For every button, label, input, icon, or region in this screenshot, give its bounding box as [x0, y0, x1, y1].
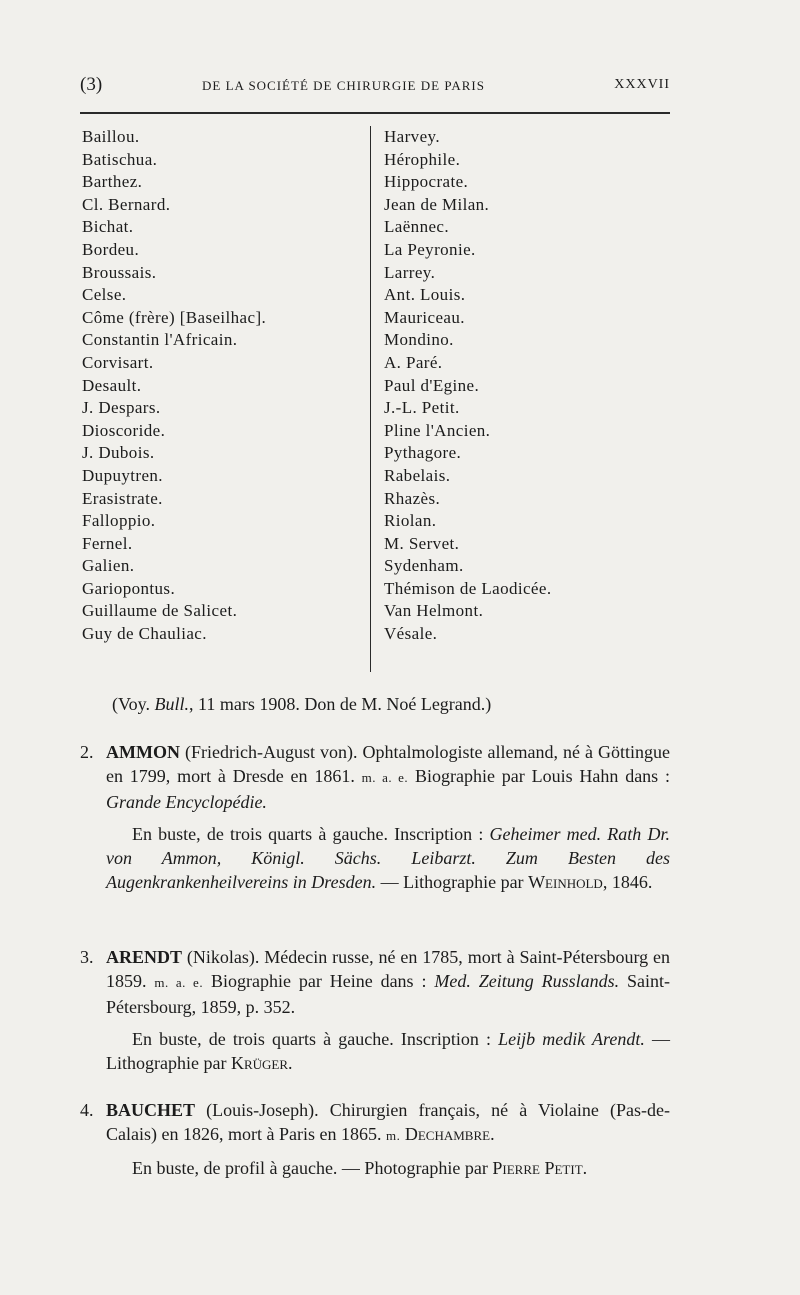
entry-description: En buste, de trois quarts à gauche. Inscription : — [132, 824, 490, 844]
name-entry: Van Helmont. — [384, 601, 484, 621]
entry-reference: Med. Zeitung Russlands. — [434, 971, 620, 991]
name-entry: Guy de Chauliac. — [82, 624, 207, 644]
entry-name: AMMON — [106, 742, 180, 762]
names-column-left — [82, 126, 364, 646]
entry-name: ARENDT — [106, 947, 183, 967]
name-entry: Sydenham. — [384, 556, 464, 576]
name-entry: Pline l'Ancien. — [384, 420, 491, 440]
name-entry: Dupuytren. — [82, 465, 163, 485]
name-entry: J. Dubois. — [82, 443, 155, 463]
header-rule — [80, 112, 670, 114]
name-entry: Batischua. — [82, 149, 158, 169]
name-entry: Riolan. — [384, 511, 437, 531]
entry-author: Dechambre — [404, 1124, 491, 1144]
name-entry: Corvisart. — [82, 352, 154, 372]
folio: XXXVII — [614, 77, 670, 92]
entry-number: 3. — [80, 947, 94, 967]
note-bull: Bull. — [154, 694, 190, 714]
page-number: (3) — [80, 74, 103, 95]
donation-note — [112, 694, 491, 715]
name-entry: Paul d'Egine. — [384, 375, 480, 395]
name-entry: Ant. Louis. — [384, 285, 466, 305]
name-entry: Cl. Bernard. — [82, 194, 171, 214]
name-entry: Côme (frère) [Baseilhac]. — [82, 307, 267, 327]
name-entry: Jean de Milan. — [384, 194, 490, 214]
entry-artist: Weinhold — [528, 872, 603, 892]
entry-description: — Lithographie par — [376, 872, 529, 892]
entry-description: — Lithographie par — [106, 1029, 670, 1073]
entry-description: , 1846. — [602, 872, 653, 892]
entry-description: . — [582, 1158, 588, 1178]
entry-text: (Nikolas). Médecin russe, né en 1785, mort à Saint-Pétersbourg en 1859. — [106, 947, 670, 991]
name-entry: Hérophile. — [384, 149, 461, 169]
name-entry: Guillaume de Salicet. — [82, 601, 238, 621]
name-entry: Broussais. — [82, 262, 157, 282]
entry-ammon — [80, 740, 670, 894]
running-title: DE LA SOCIÉTÉ DE CHIRURGIE DE PARIS — [202, 78, 485, 93]
name-entry: Pythagore. — [384, 443, 462, 463]
name-entry: Fernel. — [82, 533, 133, 553]
entry-number: 4. — [80, 1100, 94, 1120]
entry-description: En buste, de trois quarts à gauche. Inscription : — [132, 1029, 499, 1049]
name-entry: Erasistrate. — [82, 488, 163, 508]
name-entry: J.-L. Petit. — [384, 398, 460, 418]
entry-reference: Grande Encyclopédie. — [106, 792, 267, 812]
name-entry: Larrey. — [384, 262, 436, 282]
name-entry: Rhazès. — [384, 488, 441, 508]
name-entry: Baillou. — [82, 127, 140, 146]
entry-text: . — [490, 1124, 495, 1144]
entry-description: . — [288, 1053, 293, 1073]
entry-bauchet — [80, 1098, 670, 1180]
entry-arendt — [80, 945, 670, 1075]
entry-text: Biographie par Heine dans : — [203, 971, 435, 991]
name-entry: Barthez. — [82, 172, 143, 192]
name-entry: Mauriceau. — [384, 307, 465, 327]
name-entry: Dioscoride. — [82, 420, 166, 440]
name-entry: Gariopontus. — [82, 578, 176, 598]
note-pre: (Voy. — [112, 694, 155, 714]
running-header — [80, 74, 670, 98]
name-entry: Desault. — [82, 375, 142, 395]
names-column-right — [384, 126, 670, 646]
entry-inscription: Geheimer med. Rath Dr. von Ammon, Königl. Sächs. Leibarzt. Zum Besten des Augenkrankenheilvereins in Dresden. — [106, 824, 670, 892]
entry-text: (Friedrich-August von). Ophtalmologiste allemand, né à Göttingue en 1799, mort à Dresde en 1861. — [106, 742, 670, 786]
name-entry: Celse. — [82, 285, 127, 305]
entry-abbrev: m. a. e. — [361, 770, 409, 785]
name-entry: Hippocrate. — [384, 172, 469, 192]
entry-name: BAUCHET — [106, 1100, 196, 1120]
name-entry: Vésale. — [384, 624, 438, 644]
note-post: , 11 mars 1908. Don de M. Noé Legrand.) — [189, 694, 492, 714]
name-entry: Bordeu. — [82, 239, 140, 259]
entry-artist: Pierre Petit — [492, 1158, 583, 1178]
name-entry: Bichat. — [82, 217, 134, 237]
entry-text: Saint-Pétersbourg, 1859, p. 352. — [106, 971, 671, 1017]
entry-text: (Louis-Joseph). Chirurgien français, né à Violaine (Pas-de-Calais) en 1826, mort à Paris en 1865. — [106, 1100, 670, 1144]
entry-artist: Krüger — [230, 1053, 289, 1073]
column-divider — [370, 126, 371, 672]
name-entry: Harvey. — [384, 127, 440, 146]
name-entry: Thémison de Laodicée. — [384, 578, 552, 598]
entry-text: Biographie par Louis Hahn dans : — [408, 766, 670, 786]
name-entry: La Peyronie. — [384, 239, 476, 259]
name-entry: Constantin l'Africain. — [82, 330, 238, 350]
name-entry: Falloppio. — [82, 511, 156, 531]
entry-abbrev: m. a. e. — [154, 975, 204, 990]
entry-description: En buste, de profil à gauche. — Photographie par — [132, 1158, 493, 1178]
name-entry: Mondino. — [384, 330, 454, 350]
name-entry: Rabelais. — [384, 465, 451, 485]
name-entry: Laënnec. — [384, 217, 450, 237]
name-entry: Galien. — [82, 556, 135, 576]
entry-abbrev: m. — [385, 1128, 401, 1143]
entry-number: 2. — [80, 742, 94, 762]
name-entry: M. Servet. — [384, 533, 460, 553]
name-entry: A. Paré. — [384, 352, 443, 372]
name-entry: J. Despars. — [82, 398, 161, 418]
entry-inscription: Leijb medik Arendt. — [498, 1029, 645, 1049]
